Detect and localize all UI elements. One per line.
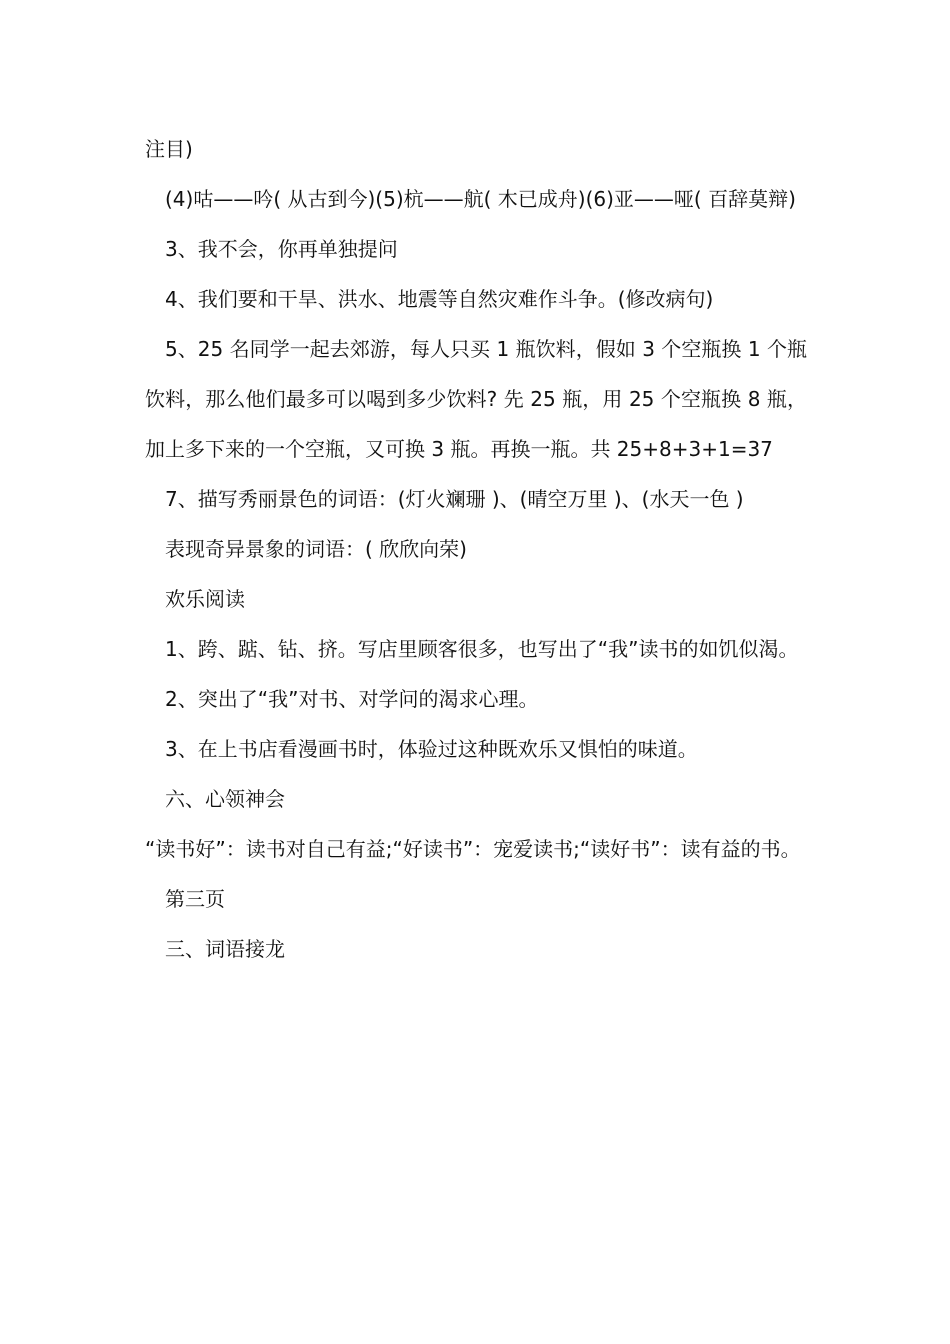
paragraph-reading-1: 1、跨、踮、钻、挤。写店里顾客很多，也写出了“我”读书的如饥似渴。: [165, 637, 799, 661]
paragraph-item-4: 4、我们要和干旱、洪水、地震等自然灾难作斗争。(修改病句): [165, 287, 714, 311]
paragraph-item-3: 3、我不会，你再单独提问: [165, 237, 398, 261]
paragraph-strange-scenes: 表现奇异景象的词语：( 欣欣向荣): [165, 537, 467, 561]
paragraph-item-5: 5、25 名同学一起去郊游，每人只买 1 瓶饮料，假如 3 个空瓶换 1 个瓶饮料，那么他们最多可以喝到多少饮料? 先 25 瓶，用 25 个空瓶换 8 瓶，加上多下来的一个空瓶，又可换 3 瓶。再换一瓶。共 25+8+3+1=37: [145, 337, 807, 461]
page-heading-third: 第三页: [165, 887, 225, 911]
paragraph-reading-2: 2、突出了“我”对书、对学问的渴求心理。: [165, 687, 539, 711]
section-heading-reading: 欢乐阅读: [165, 587, 245, 611]
paragraph-continuation: 注目): [145, 137, 193, 161]
section-heading-word-chain: 三、词语接龙: [165, 937, 285, 961]
paragraph-reading-3: 3、在上书店看漫画书时，体验过这种既欢乐又惧怕的味道。: [165, 737, 698, 761]
paragraph-reading-books: “读书好”：读书对自己有益;“好读书”：宠爱读书;“读好书”：读有益的书。: [145, 837, 801, 861]
document-body: [145, 124, 807, 974]
paragraph-word-pairs: (4)咕——吟( 从古到今)(5)杭——航( 木已成舟)(6)亚——哑( 百辞莫辩): [165, 187, 796, 211]
paragraph-item-7: 7、描写秀丽景色的词语：(灯火斓珊 )、(晴空万里 )、(水天一色 ): [165, 487, 744, 511]
section-heading-six: 六、心领神会: [165, 787, 285, 811]
